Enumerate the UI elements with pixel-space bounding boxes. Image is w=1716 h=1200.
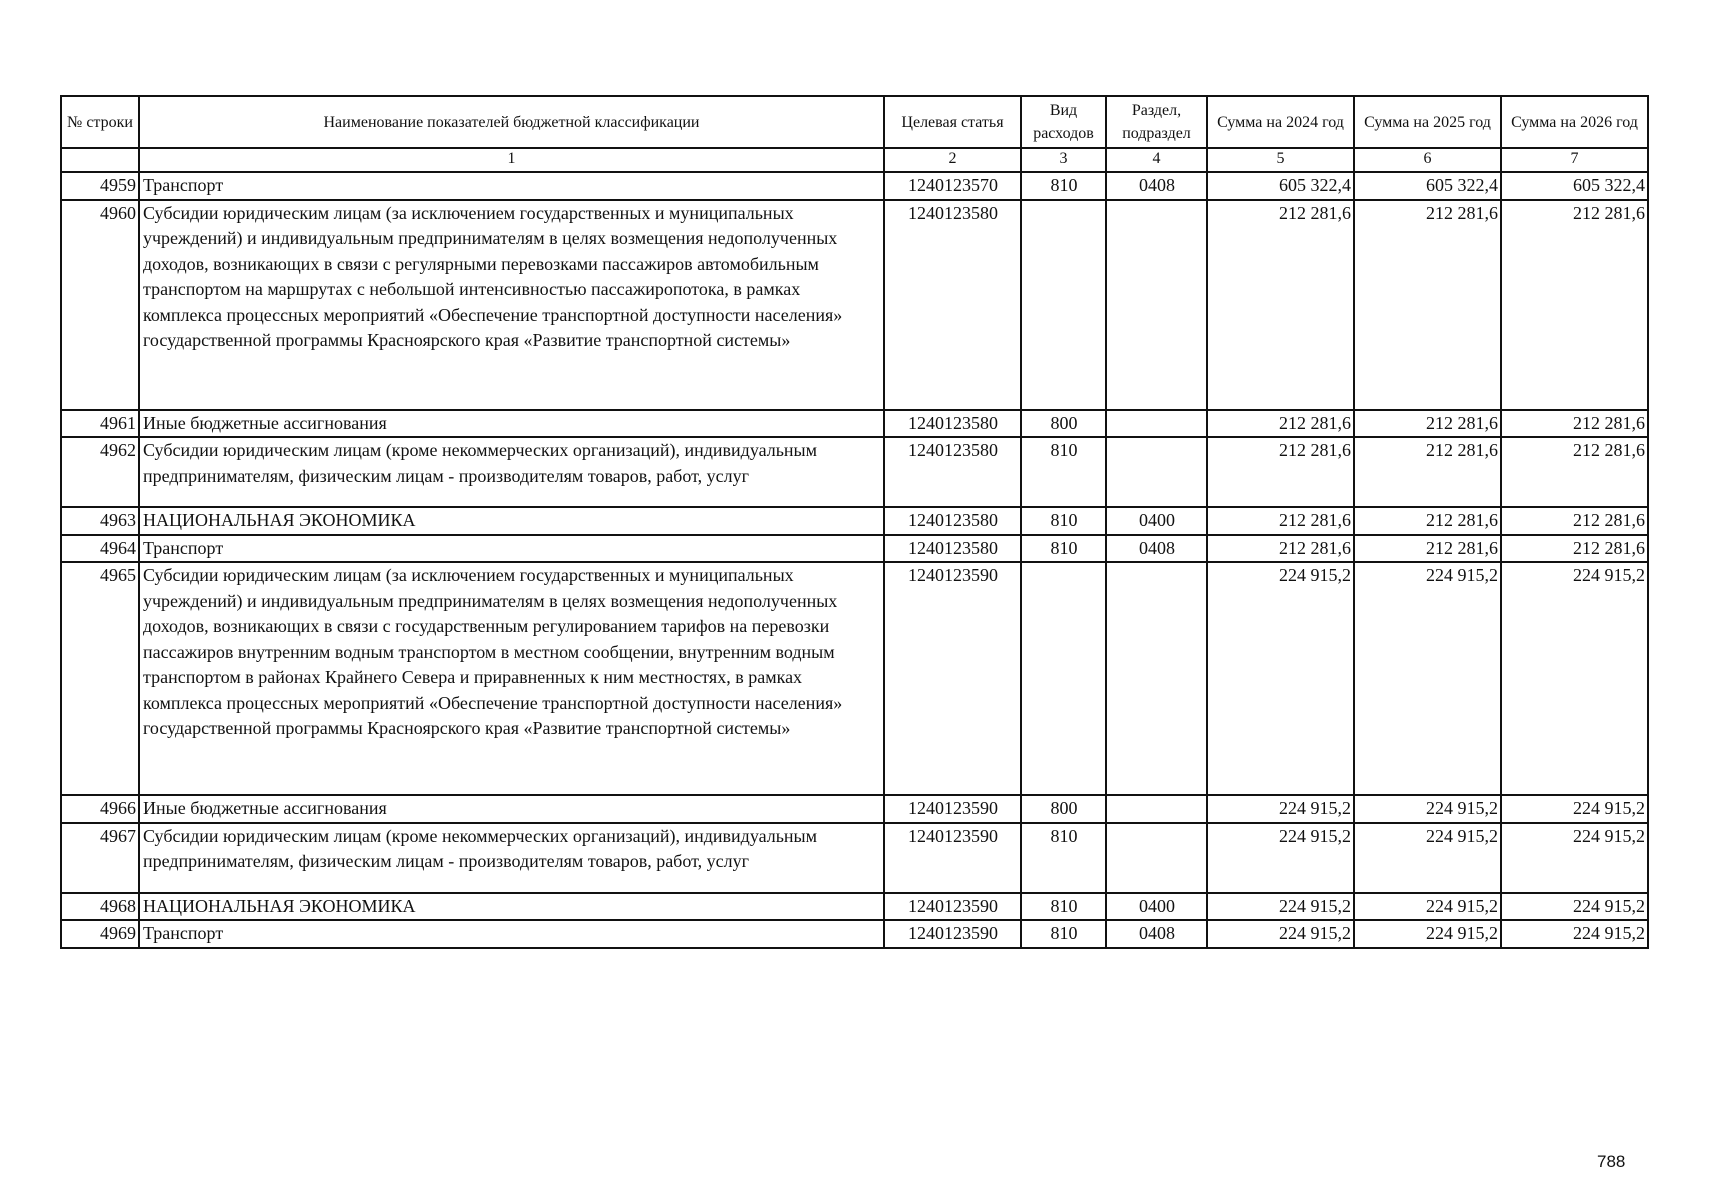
- sum-2024: 224 915,2: [1207, 562, 1354, 795]
- sum-2025: 224 915,2: [1354, 823, 1501, 893]
- row-number: 4966: [61, 795, 139, 823]
- row-number: 4960: [61, 200, 139, 410]
- column-number-row: [61, 148, 1648, 172]
- sum-2024: 605 322,4: [1207, 172, 1354, 200]
- table-row: [61, 562, 1648, 795]
- section-code: [1106, 823, 1207, 893]
- sum-2025: 212 281,6: [1354, 437, 1501, 507]
- target-article: 1240123580: [884, 437, 1021, 507]
- header-sum-2024: Сумма на 2024 год: [1207, 96, 1354, 148]
- section-code: [1106, 437, 1207, 507]
- row-number: 4967: [61, 823, 139, 893]
- expense-type: 810: [1021, 823, 1106, 893]
- sum-2024: 212 281,6: [1207, 410, 1354, 438]
- classification-name: Иные бюджетные ассигнования: [139, 410, 884, 438]
- sum-2025: 212 281,6: [1354, 200, 1501, 410]
- table-row: [61, 200, 1648, 410]
- section-code: 0408: [1106, 920, 1207, 948]
- sum-2024: 224 915,2: [1207, 823, 1354, 893]
- sum-2025: 224 915,2: [1354, 795, 1501, 823]
- row-number: 4959: [61, 172, 139, 200]
- target-article: 1240123590: [884, 823, 1021, 893]
- table-row: [61, 893, 1648, 921]
- classification-name: Субсидии юридическим лицам (за исключением государственных и муниципальных учреждений) и индивидуальным предпринимателям в целях возмещения недополученных доходов, возникающих в связи с регулярными перевозками пассажиров автомобильным транспортом на маршрутах с небольшой интенсивностью пассажиропотока, в рамках комплекса процессных мероприятий «Обеспечение транспортной доступности населения» государственной программы Красноярского края «Развитие транспортной системы»: [139, 200, 884, 410]
- column-number: [61, 148, 139, 172]
- header-expense-type: Вид расходов: [1021, 96, 1106, 148]
- sum-2024: 212 281,6: [1207, 200, 1354, 410]
- section-code: [1106, 410, 1207, 438]
- expense-type: [1021, 200, 1106, 410]
- expense-type: 810: [1021, 172, 1106, 200]
- classification-name: Субсидии юридическим лицам (за исключением государственных и муниципальных учреждений) и индивидуальным предпринимателям в целях возмещения недополученных доходов, возникающих в связи с государственным регулированием тарифов на перевозки пассажиров внутренним водным транспортом в местном сообщении, внутренним водным транспортом в районах Крайнего Севера и приравненных к ним местностях, в рамках комплекса процессных мероприятий «Обеспечение транспортной доступности населения» государственной программы Красноярского края «Развитие транспортной системы»: [139, 562, 884, 795]
- sum-2026: 224 915,2: [1501, 893, 1648, 921]
- sum-2024: 224 915,2: [1207, 920, 1354, 948]
- sum-2025: 224 915,2: [1354, 562, 1501, 795]
- target-article: 1240123580: [884, 507, 1021, 535]
- table-header: [61, 96, 1648, 172]
- expense-type: 810: [1021, 535, 1106, 563]
- sum-2026: 212 281,6: [1501, 200, 1648, 410]
- header-sum-2026: Сумма на 2026 год: [1501, 96, 1648, 148]
- sum-2026: 212 281,6: [1501, 410, 1648, 438]
- target-article: 1240123590: [884, 920, 1021, 948]
- table-row: [61, 920, 1648, 948]
- section-code: [1106, 200, 1207, 410]
- sum-2025: 212 281,6: [1354, 535, 1501, 563]
- row-number: 4965: [61, 562, 139, 795]
- table-body: [61, 172, 1648, 948]
- sum-2026: 224 915,2: [1501, 562, 1648, 795]
- header-row-no: № строки: [61, 96, 139, 148]
- expense-type: [1021, 562, 1106, 795]
- sum-2025: 212 281,6: [1354, 507, 1501, 535]
- sum-2025: 224 915,2: [1354, 893, 1501, 921]
- sum-2025: 212 281,6: [1354, 410, 1501, 438]
- expense-type: 810: [1021, 920, 1106, 948]
- target-article: 1240123580: [884, 200, 1021, 410]
- target-article: 1240123590: [884, 562, 1021, 795]
- expense-type: 810: [1021, 507, 1106, 535]
- row-number: 4961: [61, 410, 139, 438]
- row-number: 4969: [61, 920, 139, 948]
- target-article: 1240123570: [884, 172, 1021, 200]
- header-section: Раздел, подраздел: [1106, 96, 1207, 148]
- target-article: 1240123580: [884, 535, 1021, 563]
- target-article: 1240123590: [884, 795, 1021, 823]
- expense-type: 810: [1021, 437, 1106, 507]
- expense-type: 800: [1021, 410, 1106, 438]
- header-name: Наименование показателей бюджетной классификации: [139, 96, 884, 148]
- table-row: [61, 535, 1648, 563]
- page-number: 788: [1597, 1152, 1626, 1171]
- budget-table: [60, 95, 1649, 949]
- classification-name: Субсидии юридическим лицам (кроме некоммерческих организаций), индивидуальным предпринимателям, физическим лицам - производителям товаров, работ, услуг: [139, 437, 884, 507]
- classification-name: Иные бюджетные ассигнования: [139, 795, 884, 823]
- target-article: 1240123590: [884, 893, 1021, 921]
- classification-name: Транспорт: [139, 172, 884, 200]
- column-number: 5: [1207, 148, 1354, 172]
- sum-2026: 224 915,2: [1501, 920, 1648, 948]
- section-code: 0408: [1106, 535, 1207, 563]
- classification-name: Транспорт: [139, 535, 884, 563]
- column-number: 6: [1354, 148, 1501, 172]
- classification-name: Субсидии юридическим лицам (кроме некоммерческих организаций), индивидуальным предпринимателям, физическим лицам - производителям товаров, работ, услуг: [139, 823, 884, 893]
- section-code: 0408: [1106, 172, 1207, 200]
- column-number: 4: [1106, 148, 1207, 172]
- sum-2024: 212 281,6: [1207, 507, 1354, 535]
- column-number: 3: [1021, 148, 1106, 172]
- row-number: 4964: [61, 535, 139, 563]
- sum-2024: 224 915,2: [1207, 893, 1354, 921]
- table-row: [61, 410, 1648, 438]
- sum-2026: 212 281,6: [1501, 535, 1648, 563]
- column-number: 2: [884, 148, 1021, 172]
- section-code: 0400: [1106, 507, 1207, 535]
- sum-2024: 212 281,6: [1207, 535, 1354, 563]
- table-row: [61, 823, 1648, 893]
- sum-2026: 224 915,2: [1501, 795, 1648, 823]
- sum-2025: 224 915,2: [1354, 920, 1501, 948]
- row-number: 4963: [61, 507, 139, 535]
- classification-name: Транспорт: [139, 920, 884, 948]
- sum-2026: 212 281,6: [1501, 507, 1648, 535]
- section-code: 0400: [1106, 893, 1207, 921]
- column-number: 7: [1501, 148, 1648, 172]
- expense-type: 800: [1021, 795, 1106, 823]
- table-row: [61, 172, 1648, 200]
- sum-2024: 212 281,6: [1207, 437, 1354, 507]
- sum-2026: 605 322,4: [1501, 172, 1648, 200]
- row-number: 4968: [61, 893, 139, 921]
- expense-type: 810: [1021, 893, 1106, 921]
- sum-2025: 605 322,4: [1354, 172, 1501, 200]
- sum-2026: 224 915,2: [1501, 823, 1648, 893]
- table-row: [61, 507, 1648, 535]
- table-row: [61, 437, 1648, 507]
- header-target: Целевая статья: [884, 96, 1021, 148]
- row-number: 4962: [61, 437, 139, 507]
- classification-name: НАЦИОНАЛЬНАЯ ЭКОНОМИКА: [139, 893, 884, 921]
- table-row: [61, 795, 1648, 823]
- section-code: [1106, 795, 1207, 823]
- section-code: [1106, 562, 1207, 795]
- sum-2026: 212 281,6: [1501, 437, 1648, 507]
- header-sum-2025: Сумма на 2025 год: [1354, 96, 1501, 148]
- sum-2024: 224 915,2: [1207, 795, 1354, 823]
- target-article: 1240123580: [884, 410, 1021, 438]
- classification-name: НАЦИОНАЛЬНАЯ ЭКОНОМИКА: [139, 507, 884, 535]
- column-number: 1: [139, 148, 884, 172]
